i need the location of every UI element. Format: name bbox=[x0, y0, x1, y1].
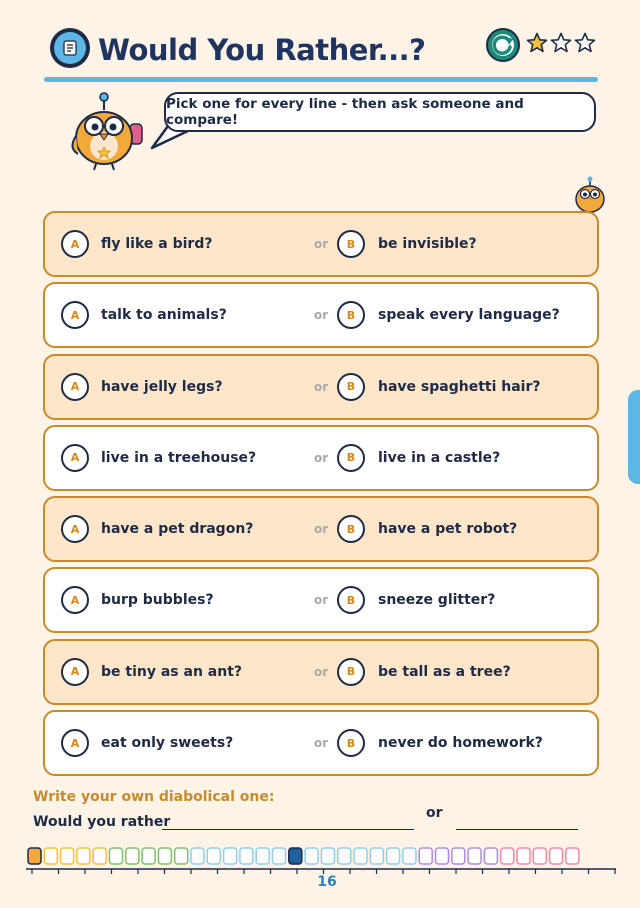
option-a-checkbox[interactable]: A bbox=[61, 301, 89, 329]
progress-slot bbox=[517, 848, 530, 864]
question-row bbox=[43, 425, 599, 491]
small-owl-icon bbox=[570, 176, 610, 214]
option-b-text: be tall as a tree? bbox=[378, 663, 511, 680]
write-own-heading: Write your own diabolical one: bbox=[33, 789, 275, 805]
option-a-text: have jelly legs? bbox=[101, 378, 223, 395]
progress-slot bbox=[142, 848, 155, 864]
option-b-checkbox[interactable]: B bbox=[337, 586, 365, 614]
option-a-text: talk to animals? bbox=[101, 307, 227, 324]
option-a-text: be tiny as an ant? bbox=[101, 663, 243, 680]
option-a-checkbox[interactable]: A bbox=[61, 515, 89, 543]
question-row bbox=[43, 354, 599, 420]
progress-slot bbox=[354, 848, 367, 864]
write-own-or: or bbox=[426, 805, 443, 821]
difficulty-stars bbox=[526, 32, 596, 54]
progress-slot bbox=[175, 848, 188, 864]
page-number: 16 bbox=[317, 874, 337, 890]
title-underline bbox=[44, 77, 598, 82]
progress-slot bbox=[240, 848, 253, 864]
option-b-checkbox[interactable]: B bbox=[337, 373, 365, 401]
option-b-text: speak every language? bbox=[378, 307, 560, 324]
progress-slot bbox=[93, 848, 106, 864]
question-row bbox=[43, 282, 599, 348]
question-list bbox=[43, 211, 599, 781]
option-a-checkbox[interactable]: A bbox=[61, 230, 89, 258]
option-b-text: have a pet robot? bbox=[378, 521, 518, 538]
or-label: or bbox=[314, 593, 329, 608]
question-row bbox=[43, 639, 599, 705]
option-b-checkbox[interactable]: B bbox=[337, 729, 365, 757]
option-a-checkbox[interactable]: A bbox=[61, 444, 89, 472]
page-title: Would You Rather...? bbox=[98, 33, 426, 67]
owl-mascot-icon bbox=[66, 92, 148, 172]
progress-slot bbox=[191, 848, 204, 864]
option-a-checkbox[interactable]: A bbox=[61, 658, 89, 686]
progress-slot bbox=[207, 848, 220, 864]
progress-slot bbox=[419, 848, 432, 864]
progress-slot bbox=[158, 848, 171, 864]
or-label: or bbox=[314, 736, 329, 751]
progress-slot bbox=[501, 848, 514, 864]
option-a-checkbox[interactable]: A bbox=[61, 373, 89, 401]
progress-slot bbox=[484, 848, 497, 864]
option-b-checkbox[interactable]: B bbox=[337, 515, 365, 543]
progress-slot bbox=[387, 848, 400, 864]
progress-current-slot bbox=[289, 848, 302, 864]
or-label: or bbox=[314, 664, 329, 679]
option-b-text: never do homework? bbox=[378, 735, 543, 752]
option-b-checkbox[interactable]: B bbox=[337, 658, 365, 686]
instruction-bubble: Pick one for every line - then ask someone and compare! bbox=[164, 92, 596, 132]
option-b-text: have spaghetti hair? bbox=[378, 378, 541, 395]
progress-slot bbox=[436, 848, 449, 864]
option-a-text: live in a treehouse? bbox=[101, 449, 257, 466]
progress-slot bbox=[321, 848, 334, 864]
question-row bbox=[43, 211, 599, 277]
progress-slot bbox=[224, 848, 237, 864]
progress-slot bbox=[28, 848, 41, 864]
question-row bbox=[43, 567, 599, 633]
refresh-badge-icon bbox=[485, 27, 521, 63]
option-a-text: burp bubbles? bbox=[101, 592, 214, 609]
progress-slot bbox=[533, 848, 546, 864]
or-label: or bbox=[314, 308, 329, 323]
side-tab bbox=[628, 390, 640, 484]
or-label: or bbox=[314, 379, 329, 394]
progress-slot bbox=[273, 848, 286, 864]
progress-slot bbox=[44, 848, 57, 864]
progress-slot bbox=[403, 848, 416, 864]
star-empty-icon bbox=[574, 32, 596, 54]
option-b-text: be invisible? bbox=[378, 236, 477, 252]
progress-slot bbox=[566, 848, 579, 864]
page-header bbox=[48, 26, 600, 76]
option-b-checkbox[interactable]: B bbox=[337, 230, 365, 258]
question-row bbox=[43, 496, 599, 562]
option-b-text: live in a castle? bbox=[378, 449, 501, 466]
star-filled-icon bbox=[526, 32, 548, 54]
progress-slot bbox=[110, 848, 123, 864]
option-a-text: fly like a bird? bbox=[101, 236, 213, 252]
progress-slot bbox=[256, 848, 269, 864]
progress-slot bbox=[305, 848, 318, 864]
write-own-answer-line-a[interactable] bbox=[162, 829, 414, 830]
star-empty-icon bbox=[550, 32, 572, 54]
progress-slot bbox=[468, 848, 481, 864]
write-own-answer-line-b[interactable] bbox=[456, 829, 578, 830]
progress-slot bbox=[550, 848, 563, 864]
option-b-checkbox[interactable]: B bbox=[337, 301, 365, 329]
option-b-checkbox[interactable]: B bbox=[337, 444, 365, 472]
option-a-text: eat only sweets? bbox=[101, 735, 234, 752]
progress-slot bbox=[61, 848, 74, 864]
document-icon bbox=[50, 28, 90, 68]
question-row bbox=[43, 710, 599, 776]
progress-slot bbox=[370, 848, 383, 864]
option-a-checkbox[interactable]: A bbox=[61, 729, 89, 757]
or-label: or bbox=[314, 522, 329, 537]
or-label: or bbox=[314, 237, 329, 251]
write-own-prefix: Would you rather bbox=[33, 814, 171, 830]
option-a-text: have a pet dragon? bbox=[101, 521, 254, 538]
option-a-checkbox[interactable]: A bbox=[61, 586, 89, 614]
progress-slot bbox=[126, 848, 139, 864]
progress-slot bbox=[77, 848, 90, 864]
or-label: or bbox=[314, 450, 329, 465]
option-b-text: sneeze glitter? bbox=[378, 592, 496, 609]
progress-slot bbox=[452, 848, 465, 864]
progress-slot bbox=[338, 848, 351, 864]
